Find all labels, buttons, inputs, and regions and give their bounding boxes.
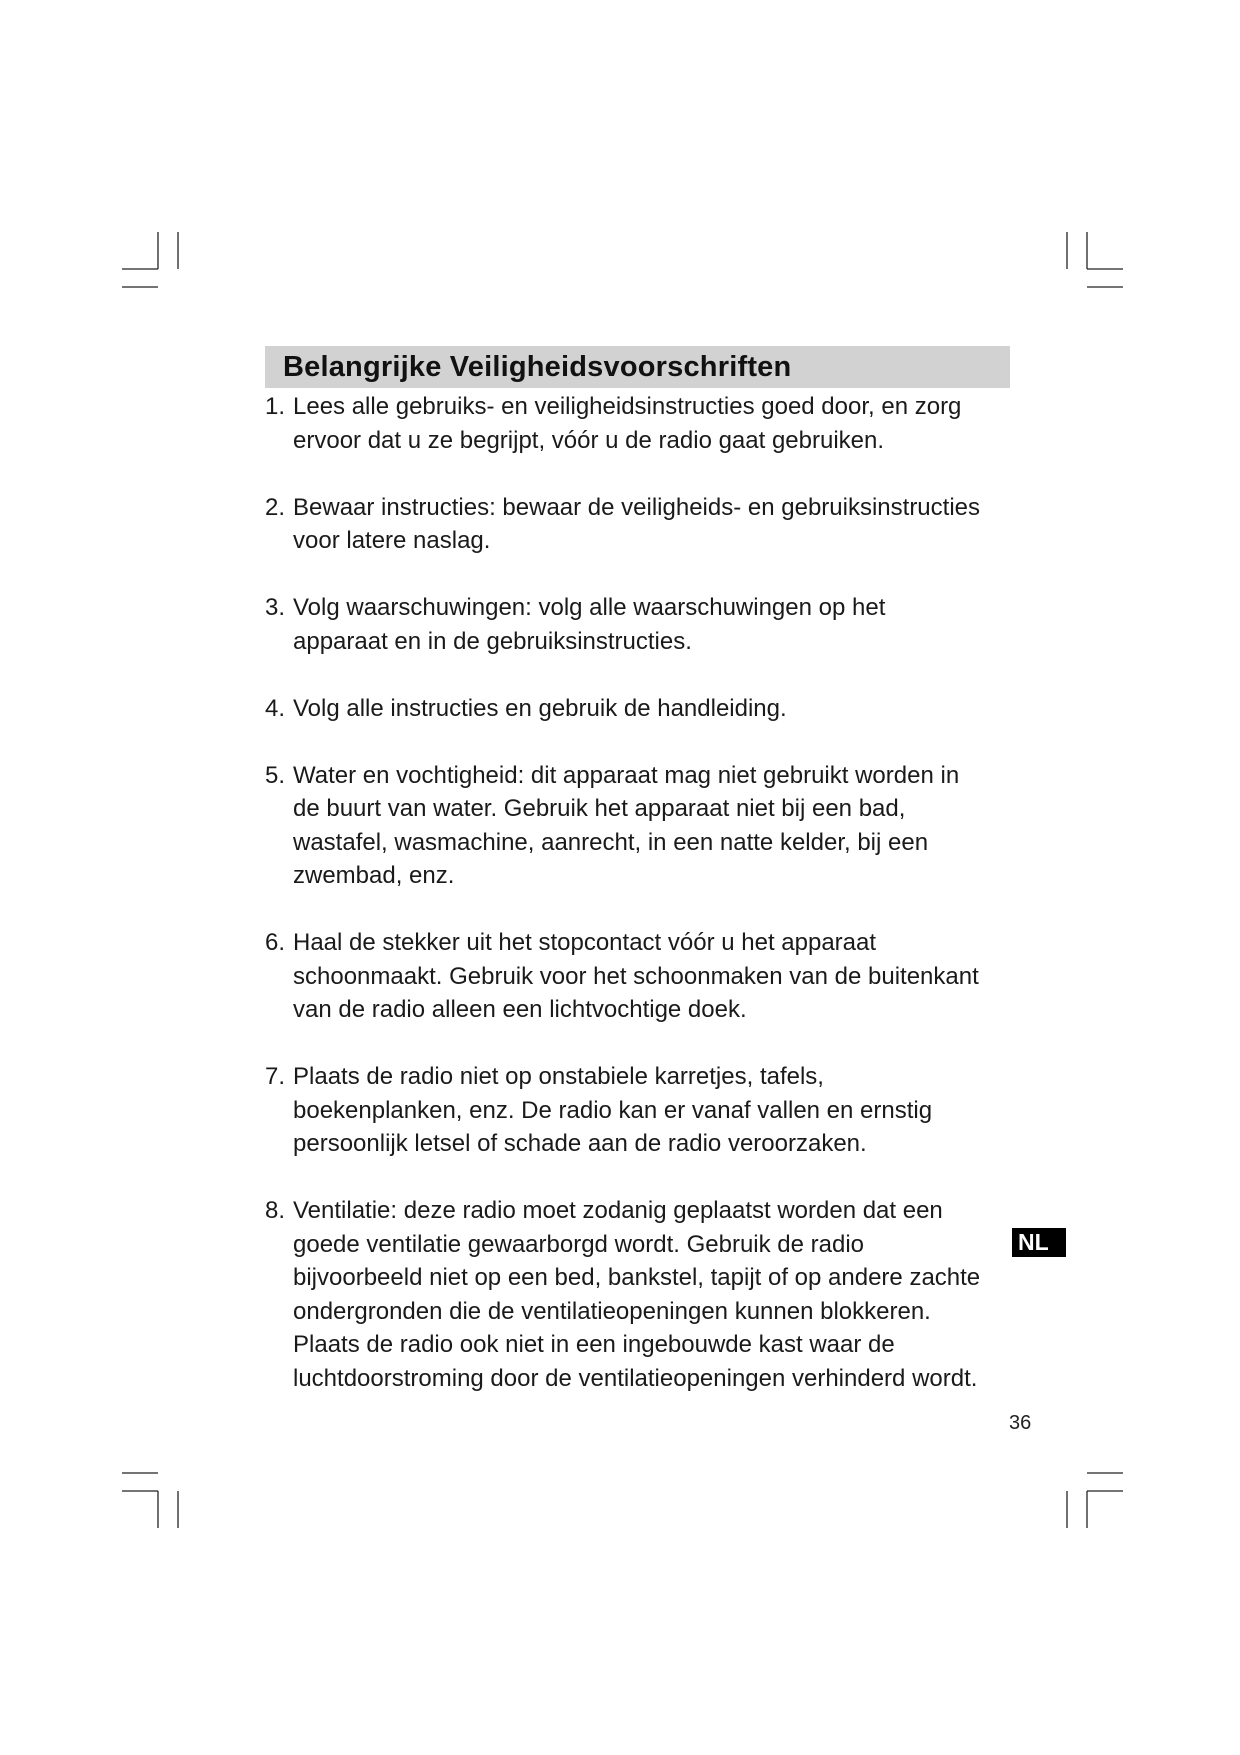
list-item: [265, 759, 1010, 893]
list-item: [265, 591, 1010, 658]
item-text: Volg alle instructies en gebruik de handleiding.: [293, 694, 787, 722]
list-item: [265, 491, 1010, 558]
list-item: [265, 1194, 1010, 1395]
item-number: 6.: [265, 929, 286, 956]
item-text: Haal de stekker uit het stopcontact vóór u het apparaat schoonmaakt. Gebruik voor het schoonmaken van de buitenkant van de radio alleen een lichtvochtige doek.: [293, 929, 979, 1023]
item-text: Bewaar instructies: bewaar de veiligheids- en gebruiksinstructies voor latere naslag.: [293, 493, 980, 554]
item-text: Lees alle gebruiks- en veiligheidsinstructies goed door, en zorg ervoor dat u ze begrijpt, vóór u de radio gaat gebruiken.: [293, 393, 962, 454]
item-number: 1.: [265, 393, 286, 420]
crop-mark-bottom-left: [122, 1473, 178, 1528]
instruction-list: [265, 390, 1010, 1395]
item-number: 7.: [265, 1063, 286, 1090]
section-title: Belangrijke Veiligheidsvoorschriften: [265, 346, 1010, 388]
item-text: Ventilatie: deze radio moet zodanig geplaatst worden dat een goede ventilatie gewaarborgd wordt. Gebruik de radio bijvoorbeeld niet op een bed, bankstel, tapijt of op andere zachte ondergronden die de ventilatieopeningen kunnen blokkeren. Plaats de radio ook niet in een ingebouwde kast waar de luchtdoorstroming door de ventilatieopeningen verhinderd wordt.: [293, 1197, 981, 1392]
language-tab: NL: [1012, 1228, 1066, 1257]
list-item: [265, 390, 1010, 457]
list-item: [265, 926, 1010, 1027]
crop-mark-top-right: [1067, 232, 1123, 287]
item-number: 3.: [265, 594, 286, 621]
item-text: Water en vochtigheid: dit apparaat mag niet gebruikt worden in de buurt van water. Gebruik het apparaat niet bij een bad, wastafel, wasmachine, aanrecht, in een natte kelder, bij een zwembad, enz.: [293, 761, 960, 889]
item-number: 2.: [265, 493, 286, 521]
list-item: [265, 1060, 1010, 1161]
crop-mark-top-left: [122, 232, 178, 287]
item-text: Plaats de radio niet op onstabiele karretjes, tafels, boekenplanken, enz. De radio kan er vanaf vallen en ernstig persoonlijk letsel of schade aan de radio veroorzaken.: [293, 1063, 933, 1157]
item-number: 4.: [265, 694, 286, 722]
item-number: 5.: [265, 761, 286, 789]
page-number: 36: [1009, 1412, 1032, 1434]
item-number: 8.: [265, 1197, 286, 1224]
crop-mark-bottom-right: [1067, 1473, 1123, 1528]
item-text: Volg waarschuwingen: volg alle waarschuwingen op het apparaat en in de gebruiksinstructies.: [293, 594, 886, 655]
list-item: [265, 692, 1010, 726]
safety-instructions-section: [265, 346, 1010, 1395]
